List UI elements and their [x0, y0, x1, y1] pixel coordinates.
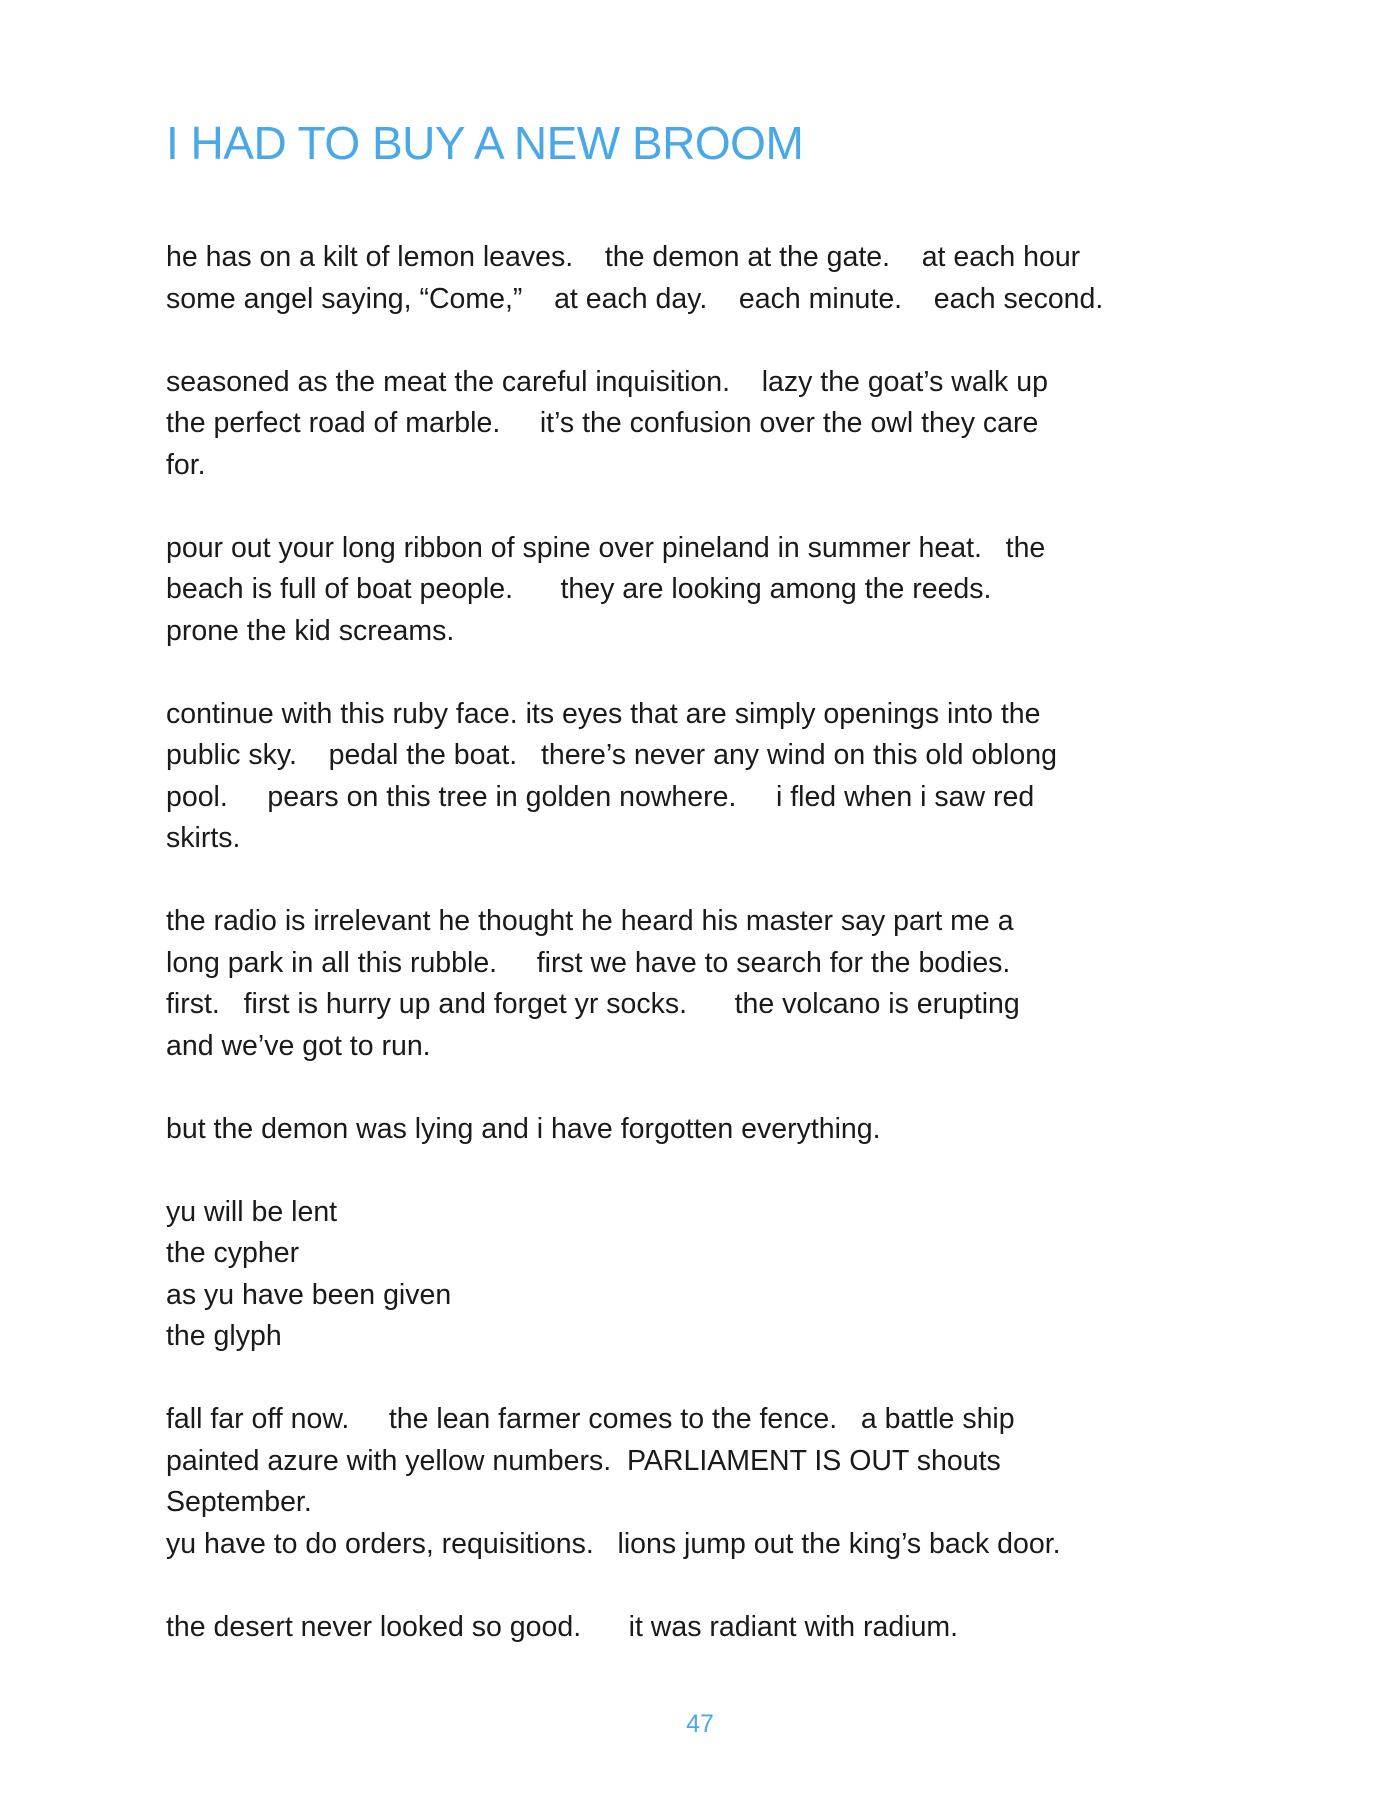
poem-line: but the demon was lying and i have forgotten everything.: [166, 1112, 881, 1145]
stanza-7: [166, 1192, 1286, 1358]
poem-body: [166, 237, 1286, 1690]
stanza-8: [166, 1399, 1286, 1565]
poem-line: continue with this ruby face. its eyes that are simply openings into the: [166, 697, 1041, 730]
poem-line: yu have to do orders, requisitions. lions jump out the king’s back door.: [166, 1527, 1061, 1560]
poem-line: the radio is irrelevant he thought he heard his master say part me a: [166, 905, 1014, 937]
poem-line: he has on a kilt of lemon leaves. the demon at the gate. at each hour: [166, 241, 1081, 273]
poem-line: for.: [166, 448, 206, 481]
poem-line: fall far off now. the lean farmer comes to the fence. a battle ship: [166, 1403, 1015, 1435]
stanza-5: [166, 901, 1286, 1067]
page-title: I HAD TO BUY A NEW BROOM: [166, 117, 804, 169]
stanza-2: [166, 362, 1286, 487]
poem-line: the desert never looked so good. it was radiant with radium.: [166, 1610, 959, 1643]
poem-line: September.: [166, 1486, 312, 1518]
poem-line: and we’ve got to run.: [166, 1029, 431, 1062]
poem-line: pour out your long ribbon of spine over pineland in summer heat. the: [166, 531, 1046, 564]
poem-line: prone the kid screams.: [166, 614, 455, 647]
poem-line: long park in all this rubble. first we have to search for the bodies.: [166, 946, 1011, 979]
page-number: 47: [686, 1710, 714, 1738]
stanza-6: [166, 1109, 1286, 1151]
poem-line: first. first is hurry up and forget yr socks. the volcano is erupting: [166, 988, 1020, 1020]
poem-line: beach is full of boat people. they are looking among the reeds.: [166, 573, 992, 605]
stanza-1: [166, 237, 1286, 320]
poem-line: public sky. pedal the boat. there’s never any wind on this old oblong: [166, 739, 1057, 771]
poem-line: painted azure with yellow numbers. PARLIAMENT IS OUT shouts: [166, 1444, 1001, 1477]
poem-line: yu will be lent: [166, 1195, 338, 1228]
poem-line: some angel saying, “Come,” at each day. each minute. each second.: [166, 282, 1104, 315]
stanza-4: [166, 694, 1286, 860]
stanza-3: [166, 528, 1286, 653]
poem-line: as yu have been given: [166, 1278, 452, 1311]
poem-line: the glyph: [166, 1320, 282, 1352]
poem-line: skirts.: [166, 822, 241, 854]
poem-line: the perfect road of marble. it’s the confusion over the owl they care: [166, 407, 1039, 439]
poem-line: seasoned as the meat the careful inquisition. lazy the goat’s walk up: [166, 365, 1048, 398]
poem-line: the cypher: [166, 1237, 300, 1269]
poem-line: pool. pears on this tree in golden nowhere. i fled when i saw red: [166, 780, 1035, 813]
stanza-9: [166, 1607, 1286, 1649]
